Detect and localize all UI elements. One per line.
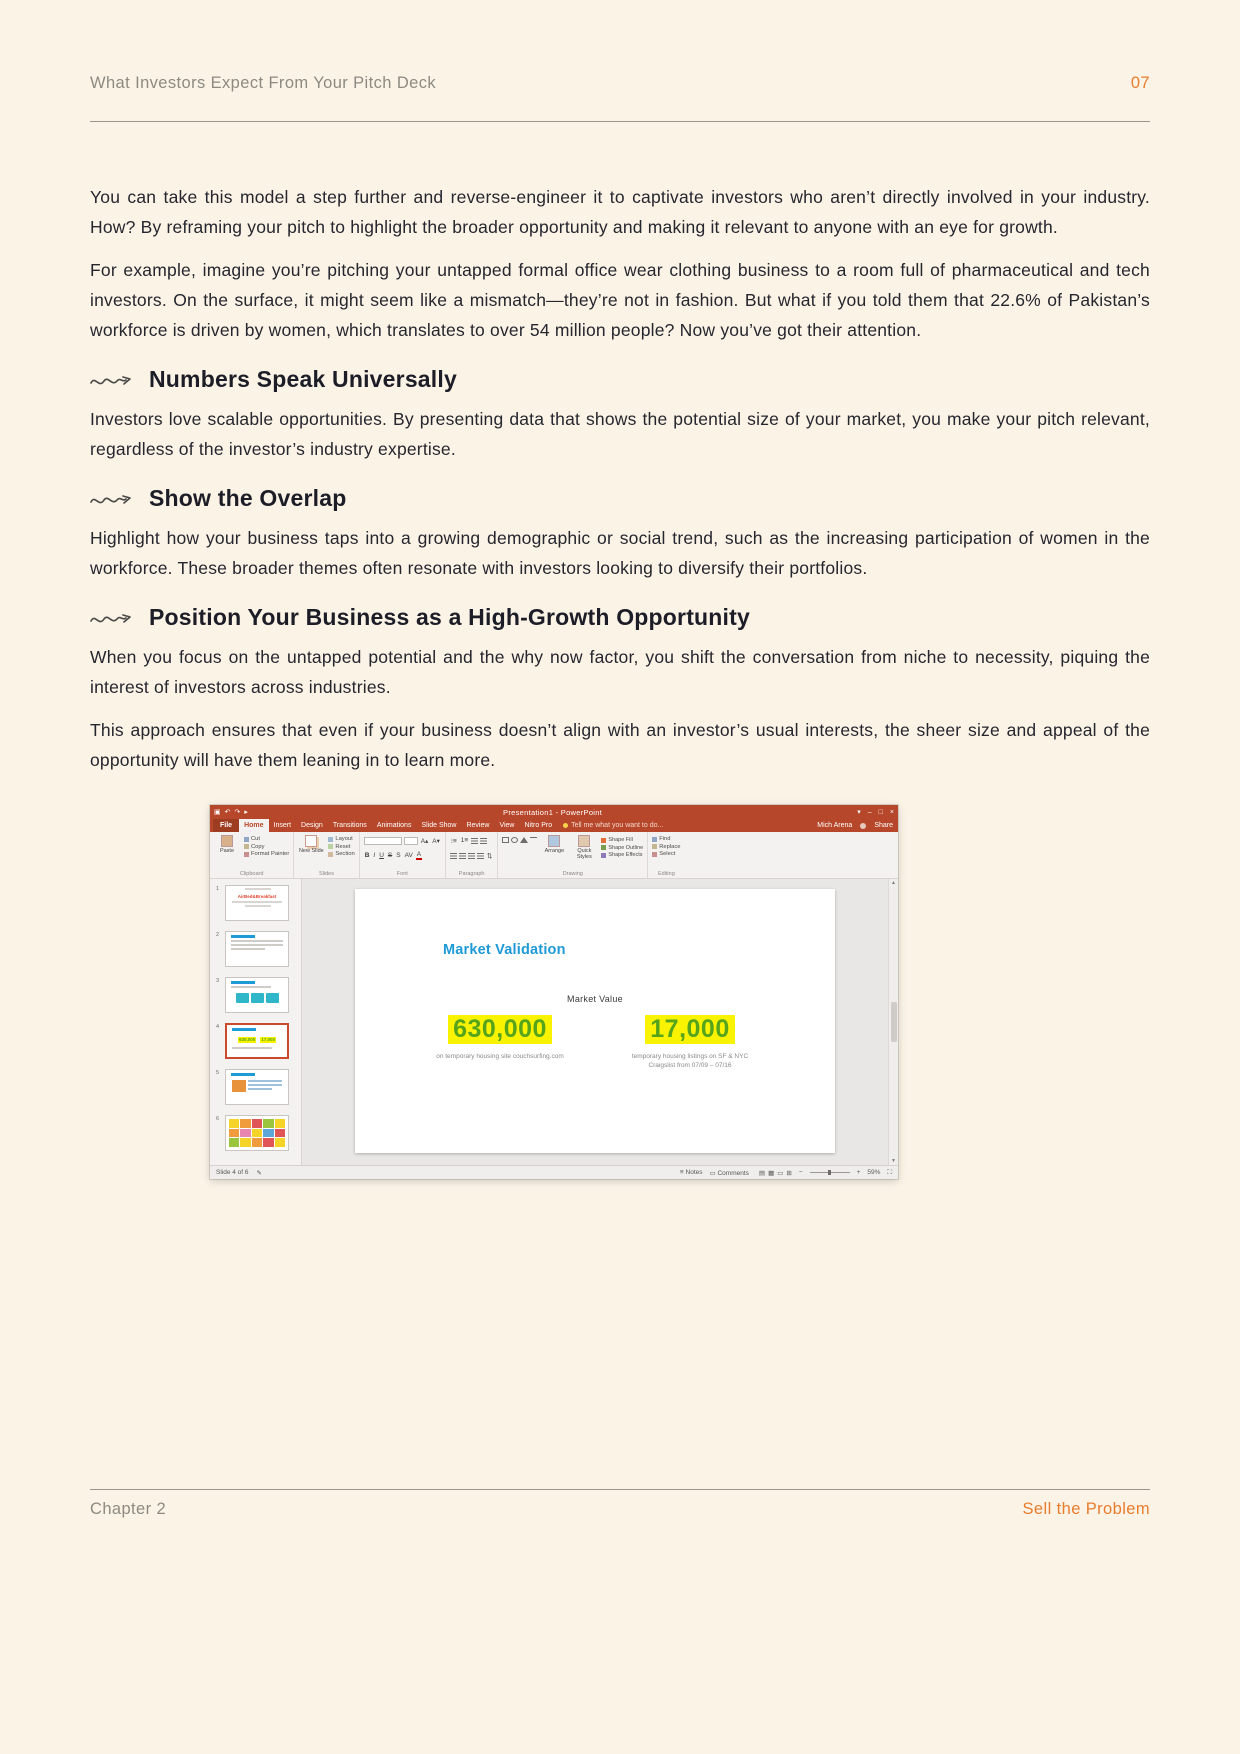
scroll-up-icon[interactable]: ▲ [891,880,896,886]
ribbon-group-paragraph [446,832,498,878]
tab-animations[interactable]: Animations [376,822,412,829]
footer-divider [90,1489,1150,1490]
triangle-shape-icon[interactable] [520,837,528,843]
find-button[interactable]: Find [652,836,680,842]
tab-insert[interactable]: Insert [273,822,292,829]
indent-icon[interactable] [471,838,478,844]
font-size-box[interactable] [404,837,418,845]
slide-thumbnail-5[interactable] [216,1069,301,1105]
section-title: Numbers Speak Universally [149,366,457,392]
thumbnail-preview[interactable] [225,885,289,921]
avatar [860,823,866,829]
ribbon-group-clipboard [210,832,294,878]
language-icon[interactable]: ✎ [256,1169,262,1177]
slide-title[interactable]: Market Validation [443,942,566,958]
arrange-button[interactable]: Arrange [541,835,567,868]
vertical-scrollbar[interactable] [888,879,898,1165]
fit-to-window-icon[interactable]: ⛶ [887,1168,892,1176]
value-column-1 [420,1015,580,1070]
thumbnail-number: 4 [216,1024,220,1030]
slideshow-view-icon: ⊞ [786,1169,792,1177]
ribbon-group-font [360,832,446,878]
ribbon [210,832,898,879]
minimize-button[interactable]: – [867,808,872,816]
tab-nitro-pro[interactable]: Nitro Pro [524,822,553,829]
scribble-arrow-icon [90,609,134,629]
find-icon [652,837,657,842]
shape-fill-icon [601,838,606,843]
ribbon-group-slides [294,832,359,878]
view-buttons[interactable] [756,1169,792,1177]
quick-access-toolbar [214,808,248,816]
comments-button[interactable]: ▭ Comments [709,1169,749,1177]
user-name[interactable]: Mich Arena [817,822,853,829]
replace-button[interactable]: Replace [652,844,680,850]
group-label-drawing: Drawing [562,871,583,877]
zoom-out-button[interactable]: − [798,1169,803,1176]
line-shape-icon[interactable] [530,837,537,838]
quick-styles-button[interactable]: Quick Styles [571,835,597,868]
slide-thumbnail-panel [210,879,302,1165]
cut-icon [244,837,249,842]
line-spacing-icon[interactable] [480,838,487,844]
ribbon-tab-bar [210,819,898,832]
zoom-slider[interactable] [810,1172,850,1173]
copy-icon [244,844,249,849]
powerpoint-titlebar [210,805,898,819]
paragraph: Investors love scalable opportunities. By presenting data that shows the potential size of your market, you make your pitch relevant, regardless of the investor’s industry expertise. [90,409,1150,459]
align-center-icon[interactable] [459,853,466,859]
window-title: Presentation1 - PowerPoint [503,807,603,817]
page-number: 07 [1130,74,1150,92]
thumbnail-number: 3 [216,978,220,984]
notes-button[interactable]: ≡ Notes [679,1169,703,1176]
reset-icon [328,844,333,849]
reset-button[interactable]: Reset [328,844,354,850]
underline-button[interactable]: U [379,852,384,859]
group-label-paragraph: Paragraph [458,871,485,877]
numbering-icon[interactable]: 1≡ [460,837,469,844]
thumbnail-brand-text: AirBed&Breakfast [237,894,277,899]
slide-thumbnail-4-selected[interactable] [216,1023,301,1059]
lightbulb-icon [563,823,568,828]
slide-thumbnail-3[interactable] [216,977,301,1013]
rectangle-shape-icon[interactable] [502,837,509,843]
shape-outline-button[interactable]: Shape Outline [601,845,643,851]
layout-icon [328,837,333,842]
shrink-font-icon[interactable]: A▾ [432,837,440,845]
slide-indicator: Slide 4 of 6 [216,1169,249,1176]
zoom-in-button[interactable]: + [856,1169,861,1176]
paste-icon [221,835,233,847]
page-content [90,182,1150,1179]
section-heading [90,485,1150,512]
start-slideshow-icon[interactable]: ▸ [244,809,248,816]
tab-file[interactable]: File [213,819,239,832]
group-label-font: Font [396,871,408,877]
undo-icon[interactable]: ↶ [224,809,231,816]
shape-effects-icon [601,853,606,858]
window-controls [857,808,894,816]
thumbnail-preview[interactable]: 630,000 17,000 [225,1023,289,1059]
bold-button[interactable]: B [364,852,370,859]
ribbon-group-drawing [498,832,648,878]
cut-button[interactable]: Cut [244,836,289,842]
slide-subtitle[interactable]: Market Value [567,994,623,1004]
shape-outline-icon [601,845,606,850]
value-column-2 [610,1015,770,1070]
tell-me-box[interactable] [557,819,669,832]
paragraph: When you focus on the untapped potential and the why now factor, you shift the conversation from niche to necessity, piquing the interest of investors across industries. [90,647,1150,697]
align-left-icon[interactable] [450,853,457,859]
close-button[interactable]: × [889,808,894,816]
slide-sorter-icon: ▦ [768,1169,775,1177]
value-caption-1: on temporary housing site couchsurfing.com [436,1053,564,1060]
grow-font-icon[interactable]: A▴ [420,837,429,845]
thumbnail-number: 2 [216,932,220,938]
page-footer [90,1500,1150,1519]
section-heading [90,366,1150,393]
tab-home[interactable]: Home [239,819,268,832]
paragraph: You can take this model a step further and reverse-engineer it to captivate investors who aren’t directly involved in your industry. How? By reframing your pitch to highlight the broader opportunity and making it relevant to anyone with an eye for growth. [90,187,1150,237]
text-shadow-button[interactable]: S [396,852,401,859]
align-right-icon[interactable] [468,853,475,859]
footer-chapter: Chapter 2 [90,1500,167,1518]
slide-canvas-area [302,879,888,1165]
group-label-slides: Slides [319,871,334,877]
section-button[interactable]: Section [328,851,354,857]
thumbnail-number: 1 [216,886,220,892]
tab-view[interactable]: View [499,822,515,829]
reading-view-icon: ▭ [777,1169,784,1177]
format-painter-icon [244,852,249,857]
shape-fill-button[interactable]: Shape Fill [601,837,643,843]
market-value-2[interactable]: 17,000 [645,1015,734,1044]
tab-design[interactable]: Design [301,822,323,829]
zoom-percent[interactable]: 59% [867,1169,881,1176]
maximize-button[interactable]: □ [878,808,883,816]
footer-section: Sell the Problem [1022,1500,1150,1518]
slide-thumbnail-6[interactable] [216,1115,301,1151]
paste-button[interactable]: Paste [214,835,240,868]
thumbnail-preview[interactable] [225,977,289,1013]
page-header [90,74,1150,93]
value-caption-2: temporary housing listings on SF & NYC Craigslist from 07/09 – 07/16 [631,1053,749,1069]
italic-button[interactable]: I [373,852,376,859]
scribble-arrow-icon [90,490,134,510]
ribbon-options-icon[interactable]: ▾ [857,809,861,816]
tell-me-label: Tell me what you want to do... [571,822,664,829]
bullets-icon[interactable]: ⁝≡ [450,837,457,845]
current-slide[interactable] [355,889,835,1153]
section-title: Position Your Business as a High-Growth Opportunity [149,604,751,630]
paragraph: This approach ensures that even if your business doesn’t align with an investor’s usual interests, the sheer size and appeal of the opportunity will have them leaning in to learn more. [90,720,1150,770]
new-slide-button[interactable]: New Slide [298,835,324,868]
scribble-arrow-icon [90,371,134,391]
thumbnail-number: 6 [216,1116,220,1122]
layout-button[interactable]: Layout [328,836,354,842]
header-divider [90,121,1150,122]
tab-review[interactable]: Review [466,822,490,829]
header-title: What Investors Expect From Your Pitch Deck [90,74,437,92]
section-heading [90,604,1150,631]
paragraph: For example, imagine you’re pitching your untapped formal office wear clothing business to a room full of pharmaceutical and tech investors. On the surface, it might seem like a mismatch—they’re not in fashion. But what if you told them that 22.6% of Pakistan’s workforce is driven by women, which translates to over 54 million people? Now you’ve got their attention. [90,260,1150,340]
share-button[interactable]: Share [874,822,893,829]
save-icon[interactable]: ▣ [214,809,221,816]
replace-icon [652,844,657,849]
zoom-slider-knob[interactable] [828,1170,831,1175]
market-value-1[interactable]: 630,000 [448,1015,552,1044]
group-label-clipboard: Clipboard [239,871,264,877]
strikethrough-button[interactable]: S [387,852,393,859]
scroll-down-icon[interactable]: ▼ [891,1158,896,1164]
justify-icon[interactable] [477,853,484,859]
account-area [817,819,898,832]
tab-transitions[interactable]: Transitions [332,822,367,829]
powerpoint-screenshot [210,805,898,1179]
thumbnail-preview[interactable] [225,1069,289,1105]
quick-styles-icon [578,835,590,847]
select-icon [652,852,657,857]
select-button[interactable]: Select [652,851,680,857]
thumbnail-preview[interactable] [225,931,289,967]
font-name-box[interactable] [364,837,402,845]
character-spacing-icon[interactable]: AV [404,852,413,859]
ribbon-group-editing [648,832,684,878]
tab-slide-show[interactable]: Slide Show [421,822,457,829]
group-label-editing: Editing [657,871,675,877]
font-color-icon[interactable]: A [416,851,422,858]
arrange-icon [548,835,560,847]
powerpoint-status-bar [210,1165,898,1179]
section-title: Show the Overlap [149,485,347,511]
thumbnail-preview[interactable] [225,1115,289,1151]
slide-thumbnail-2[interactable] [216,931,301,967]
scrollbar-thumb[interactable] [891,1002,897,1042]
powerpoint-workspace [210,879,898,1165]
new-slide-icon [305,835,317,847]
copy-button[interactable]: Copy [244,844,289,850]
shape-effects-button[interactable]: Shape Effects [601,852,643,858]
paragraph: Highlight how your business taps into a growing demographic or social trend, such as the increasing participation of women in the workforce. These broader themes often resonate with investors looking to diversify their portfolios. [90,528,1150,578]
text-direction-icon[interactable]: ⇅ [486,852,493,860]
format-painter-button[interactable]: Format Painter [244,851,289,857]
section-icon [328,852,333,857]
normal-view-icon: ▤ [758,1169,766,1177]
ellipse-shape-icon[interactable] [511,837,518,843]
redo-icon[interactable]: ↷ [234,809,241,816]
slide-values [355,1015,835,1070]
slide-thumbnail-1[interactable] [216,885,301,921]
thumbnail-number: 5 [216,1070,220,1076]
